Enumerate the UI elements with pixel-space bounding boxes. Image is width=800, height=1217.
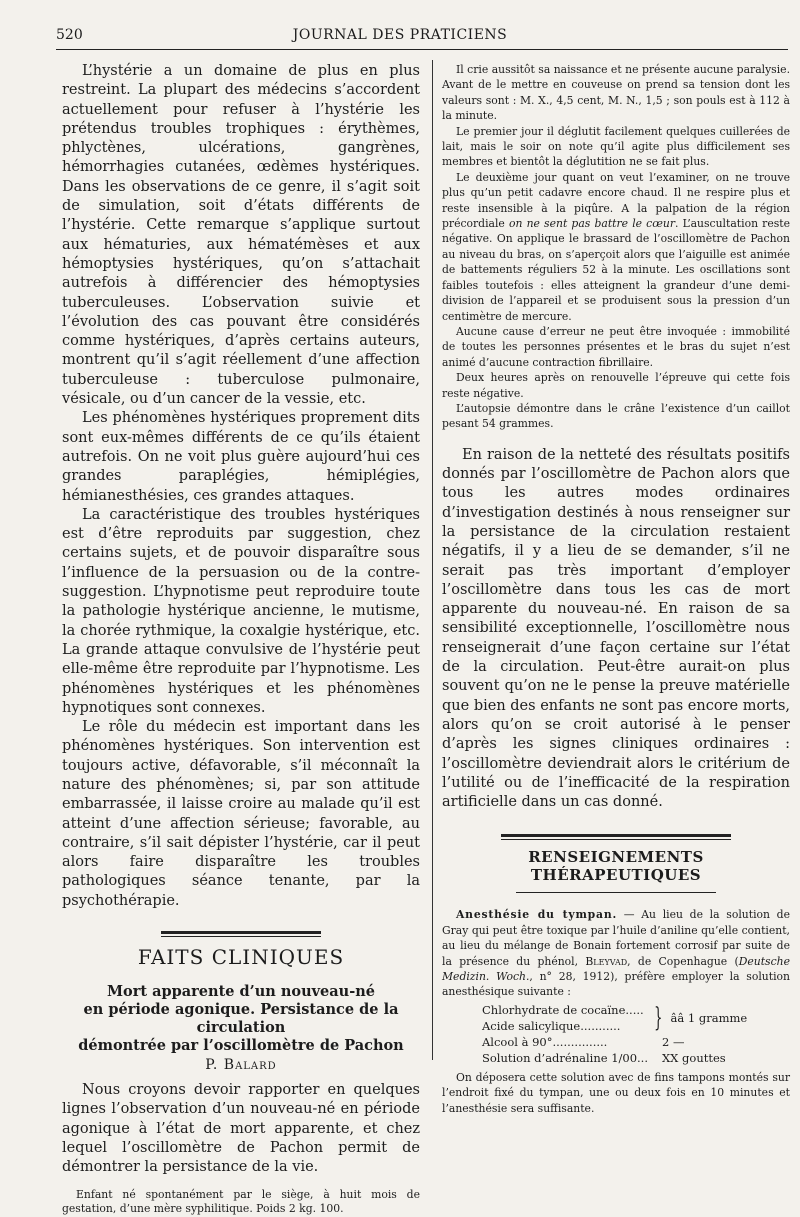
running-title: JOURNAL DES PRATICIENS [292, 27, 508, 43]
prescription-braced-group [482, 1002, 790, 1034]
prescription-row: Alcool à 90°............... 2 — [482, 1034, 685, 1049]
remedy-author: Bleyvad [585, 954, 628, 968]
case-paragraph: Le premier jour il déglutit facilement quelques cuillerées de lait, mais le soir on note qu’il agite plus difficilement ses membres et bientôt la déglutition ne se fait plus. [442, 124, 790, 169]
case-paragraph: Deux heures après on renouvelle l’épreuve qui cette fois reste négative. [442, 371, 790, 400]
emphasis-text: on ne sent pas battre le cœur [508, 217, 676, 231]
title-underline [516, 892, 716, 893]
paragraph: Le rôle du médecin est important dans les phénomènes hystériques. Son intervention est toujours active, défavorable, s’il méconnaît la nature des phénomènes; si, par son attitude embarrassée, il laisse croire au malade qu’il est atteint d’une affection sérieuse; favorable, au contraire, s’il sait dépister l’hystérie, car il peut alors faire disparaître les troubles pathologiques séance tenante, par la psychothérapie. [62, 719, 420, 909]
header-rule [56, 49, 788, 50]
paragraph: Les phénomènes hystériques proprement dits sont eux-mêmes différents de ce qu’ils étaient autrefois. On ne voit plus guère aujourd’hui ces grandes paraplégies, hémiplégies, hémianesthésies, ces grandes attaques. [62, 410, 420, 504]
prescription-row: Solution d’adrénaline 1/00... XX gouttes [482, 1050, 726, 1065]
section-ornament [501, 834, 731, 840]
section-ornament [161, 931, 321, 937]
case-report-start: Enfant né spontanément par le siège, à huit mois de gestation, d’une mère syphilitique. Poids 2 kg. 100. [62, 1187, 420, 1216]
remedy-paragraph: Anesthésie du tympan. — Au lieu de la solution de Gray qui peut être toxique par l’huile d’aniline qu’elle contient, au lieu du mélange de Bonain fortement corrosif par suite de la présence du phénol, Bleyvad, de Copenhague (Deutsche Medizin. Woch., n° 28, 1912), préfère employer la solution anesthésique suivante : [442, 908, 790, 999]
left-column [62, 62, 420, 1217]
conclusion-paragraph: En raison de la netteté des résultats positifs donnés par l’oscillomètre de Pachon alors que tous les autres modes ordinaires d’investigation destinés à nous renseigner sur la persistance de la circulation restaient négatifs, il y a lieu de se demander, s’il ne serait pas très important d’employer l’oscillomètre dans tous les cas de mort apparente du nouveau-né. En raison de sa sensibilité exceptionnelle, l’oscillomètre nous renseignerait d’une façon certaine sur l’état de la circulation. Peut-être aurait-on plus souvent qu’on ne le pense la preuve matérielle que bien des enfants ne sont pas encore morts, alors qu’on se croit autorisé à le penser d’après les signes cliniques ordinaires : l’oscillomètre deviendrait alors le critérium de l’utilité ou de l’inefficacité de la respiration artificielle dans un cas donné. [442, 446, 790, 811]
case-paragraph: L’autopsie démontre dans le crâne l’existence d’un caillot pesant 54 grammes. [442, 401, 790, 431]
remedy-title: Anesthésie du tympan. [456, 908, 618, 922]
article-author: P. Balard [205, 1057, 277, 1074]
prescription-quantity: ââ 1 gramme [670, 1010, 748, 1025]
case-paragraph: Il crie aussitôt sa naissance et ne présente aucune paralysie. Avant de le mettre en couveuse on prend sa tension dont les valeurs sont : M. X., 4,5 cent, M. N., 1,5 ; son pouls est à 112 à la minute. [442, 63, 790, 123]
prescription [482, 1002, 790, 1066]
article-intro: Nous croyons devoir rapporter en quelques lignes l’observation d’un nouveau-né en période agonique à l’état de mort apparente, et chez lequel l’oscillomètre de Pachon permit de démontrer la persistance de la vie. [62, 1082, 420, 1176]
paragraph: La caractéristique des troubles hystériques est d’être reproduits par suggestion, chez certains sujets, et de pouvoir disparaître sous l’influence de la persuasion ou de la contre-suggestion. L’hypnotisme peut reproduire toute la pathologie hystérique ancienne, le mutisme, la chorée rythmique, la coxalgie hystérique, etc. La grande attaque convulsive de l’hystérie peut elle-même être reproduite par l’hypnotisme. Les phénomènes hystériques et les phénomènes hypnotiques sont connexes. [62, 506, 420, 716]
journal-reference: Deutsche Medizin. Woch. [442, 954, 790, 984]
page-number: 520 [56, 27, 83, 43]
case-paragraph: Aucune cause d’erreur ne peut être invoquée : immobilité de toutes les personnes présentes et le bras du sujet n’est animé d’aucune contraction fibrillaire. [442, 324, 790, 369]
brace-symbol: } [654, 1002, 663, 1033]
section-title: RENSEIGNEMENTS THÉRAPEUTIQUES [528, 848, 704, 885]
section-title: FAITS CLINIQUES [137, 945, 345, 970]
case-paragraph-emphasis: Le deuxième jour quant on veut l’examiner, on ne trouve plus qu’un petit cadavre encore chaud. Il ne respire plus et reste insensible à la piqûre. A la palpation de la région précordiale on ne sent pas battre le cœur. L’auscultation reste négative. On applique le brassard de l’oscillomètre de Pachon au niveau du bras, on s’aperçoit alors que l’aiguille est animée de battements réguliers 52 à la minute. Les oscillations sont faibles toutefois : elles atteignent la grandeur d’une demi-division de l’appareil et se produisent sous la pression d’un centimètre de mercure. [442, 170, 790, 323]
prescription-item: Chlorhydrate de cocaïne..... [482, 1002, 644, 1017]
prescription-item: Acide salicylique........... [482, 1018, 621, 1033]
closing-paragraph: On déposera cette solution avec de fins tampons montés sur l’endroit fixé du tympan, une ou deux fois en 10 minutes et l’anesthésie sera suffisante. [442, 1070, 790, 1115]
right-column [442, 62, 790, 1116]
article-title: Mort apparente d’un nouveau-né en période agonique. Persistance de la circulation démontrée par l’oscillomètre de Pachon [78, 983, 404, 1055]
paragraph: L’hystérie a un domaine de plus en plus restreint. La plupart des médecins s’accordent actuellement pour refuser à l’hystérie les prétendus troubles trophiques : érythèmes, phlyctènes, ulcérations, gangrènes, hémorrhagies cutanées, œdèmes hystériques. Dans les observations de ce genre, il s’agit soit de simulation, soit d’états différents de l’hystérie. Cette remarque s’applique surtout aux hématuries, aux hématémèses et aux hémoptysies hystériques, qu’on s’attachait autrefois à différencier des hémoptysies tuberculeuses. L’observation suivie et l’évolution des cas pouvant être considérés comme hystériques, d’après certains auteurs, montrent qu’il s’agit réellement d’une affection tuberculeuse : tuberculose pulmonaire, vésicale, ou d’un cancer de la vessie, etc. [62, 63, 420, 408]
column-divider [432, 60, 433, 1060]
